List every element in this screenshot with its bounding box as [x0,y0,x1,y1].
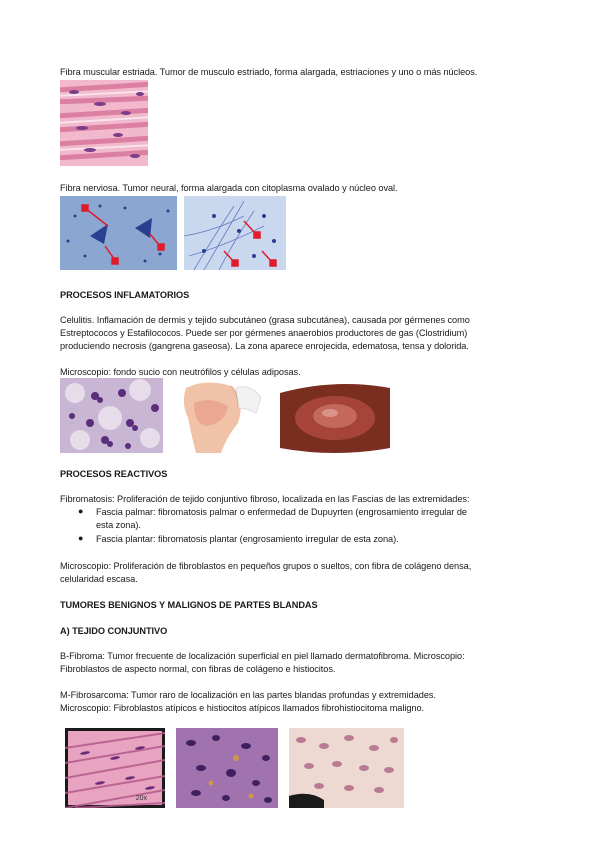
fibroma-line-1: B-Fibroma: Tumor frecuente de localización superficial en piel llamado dermatofibroma. Microscopio: [60,651,465,661]
nerve-micrograph-2 [184,196,286,270]
fibrohistiocytoma-micrograph [289,728,404,808]
fibroma-line-2: Fibroblastos de aspecto normal, con fibras de colágeno e histiocitos. [60,664,336,674]
fibromatosis-micro-line-1: Microscopio: Proliferación de fibroblastos en pequeños grupos o sueltos, con fibra de colágeno densa, [60,561,472,571]
magnification-label: 20x [135,795,147,802]
bullet-plantar-line-1: Fascia plantar: fibromatosis plantar (engrosamiento irregular de esta zona). [96,534,399,544]
celulitis-line-3: produciendo necrosis (gangrena gaseosa). La zona aparece enrojecida, edematosa, tensa y dolorida. [60,341,469,351]
fibromatosis-intro: Fibromatosis: Proliferación de tejido conjuntivo fibroso, localizada en las Fascias de las extremidades: [60,494,470,504]
celulitis-microscope: Microscopio: fondo sucio con neutrófilos y células adiposas. [60,367,301,377]
nerve-caption: Fibra nerviosa. Tumor neural, forma alargada con citoplasma ovalado y núcleo oval. [60,183,398,193]
striated-muscle-micrograph [60,80,148,166]
tumors-heading: TUMORES BENIGNOS Y MALIGNOS DE PARTES BLANDAS [60,600,318,610]
muscle-caption: Fibra muscular estriada. Tumor de musculo estriado, forma alargada, estriaciones y uno o más núcleos. [60,67,478,77]
fibrosarcoma-micrograph-1 [65,728,165,808]
bullet-dot: ● [78,506,84,516]
inflammatory-heading: PROCESOS INFLAMATORIOS [60,290,190,300]
bullet-dot: ● [78,533,84,543]
cellulitis-skin-photo [280,378,390,453]
fibromatosis-micro-line-2: celularidad escasa. [60,574,138,584]
bullet-palmar-line-1: Fascia palmar: fibromatosis palmar o enfermedad de Dupuyrten (engrosamiento irregular de [96,507,467,517]
fibrosarcoma-line-2: Microscopio: Fibroblastos atípicos e histiocitos atípicos llamados fibrohistiocitoma maligno. [60,703,425,713]
celulitis-line-2: Estreptococos y Estafilococos. Puede ser por gérmenes anaerobios productores de gas (Clostridium) [60,328,468,338]
reactive-heading: PROCESOS REACTIVOS [60,469,168,479]
celulitis-line-1: Celulitis. Inflamación de dermis y tejido subcutáneo (grasa subcutánea), causada por gérmenes como [60,315,470,325]
fibrosarcoma-line-1: M-Fibrosarcoma: Tumor raro de localización en las partes blandas profundas y extremidades. [60,690,436,700]
bullet-palmar-line-2: esta zona). [96,520,141,530]
leg-cellulitis-photo [176,378,265,453]
nerve-micrograph-1 [60,196,177,270]
fibrosarcoma-micrograph-2 [176,728,278,808]
neutrophil-micrograph [60,378,163,453]
connective-tissue-heading: A) TEJIDO CONJUNTIVO [60,626,168,636]
